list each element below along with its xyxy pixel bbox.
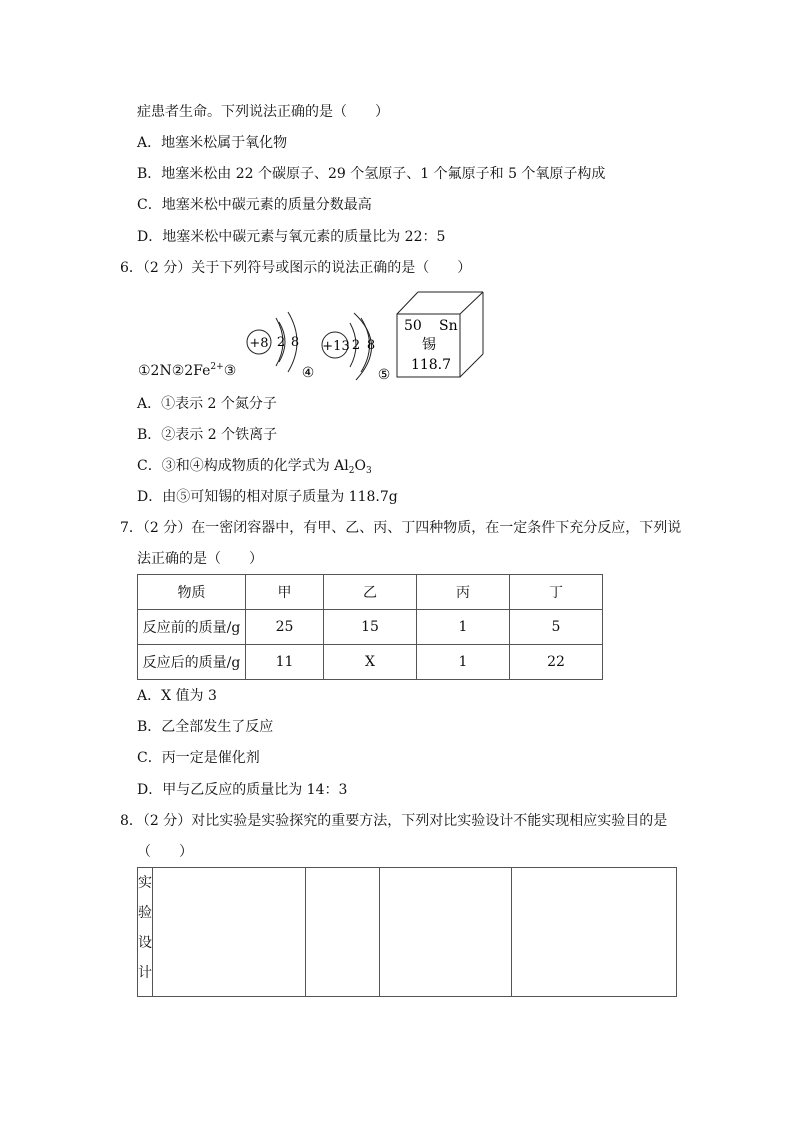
q6-option-b: B．②表示 2 个铁离子 bbox=[137, 427, 278, 443]
shell-2-electrons: 8 bbox=[290, 335, 300, 350]
q6-stem-text: （2 分）关于下列符号或图示的说法正确的是（ ） bbox=[142, 260, 472, 276]
table-cell: X bbox=[324, 645, 417, 680]
q7-option-c: C．丙一定是催化剂 bbox=[137, 750, 260, 766]
table-cell: 5 bbox=[510, 610, 603, 645]
header-char: 设 bbox=[138, 935, 152, 951]
table-header-row bbox=[138, 575, 603, 610]
figure-label-5: ⑤ bbox=[377, 367, 391, 383]
table-cell: 25 bbox=[246, 610, 324, 645]
atom-diagram-oxygen bbox=[247, 312, 314, 381]
experiment-cell-c bbox=[380, 868, 512, 997]
cube-edge bbox=[460, 292, 483, 314]
q8-stem-line2: （ ） bbox=[137, 844, 193, 860]
q8-stem-line1 bbox=[120, 811, 667, 831]
q7-option-d: D．甲与乙反应的质量比为 14：3 bbox=[137, 782, 348, 798]
table-cell: 反应后的质量/g bbox=[138, 645, 246, 680]
q5-option-a: A．地塞米松属于氧化物 bbox=[137, 135, 288, 151]
experiment-cell-d bbox=[512, 868, 677, 997]
q6-option-c bbox=[137, 456, 372, 476]
q6-option-c-o: O bbox=[354, 458, 366, 474]
shell-2-electrons: 8 bbox=[366, 338, 376, 353]
table-header-cell: 物质 bbox=[138, 575, 246, 610]
q6-option-d: D．由⑤可知锡的相对原子质量为 118.7g bbox=[137, 489, 398, 505]
q6-option-c-sub2: 3 bbox=[365, 466, 372, 476]
q6-symbol-12: ①2N②2Fe bbox=[138, 363, 211, 379]
q5-option-c: C．地塞米松中碳元素的质量分数最高 bbox=[137, 197, 372, 213]
q5-option-d: D．地塞米松中碳元素与氧元素的质量比为 22：5 bbox=[137, 229, 446, 245]
nucleus-charge: +8 bbox=[249, 336, 269, 351]
table-header-cell bbox=[138, 868, 153, 997]
q8-experiment-table bbox=[137, 867, 677, 997]
table-row bbox=[138, 645, 603, 680]
table-row bbox=[138, 610, 603, 645]
q7-option-a: A．X 值为 3 bbox=[137, 688, 217, 704]
q8-number: 8． bbox=[120, 813, 143, 829]
table-row bbox=[138, 868, 677, 997]
q5-option-b: B．地塞米松由 22 个碳原子、29 个氢原子、1 个氟原子和 5 个氧原子构成 bbox=[137, 166, 606, 182]
element-cube-tin bbox=[397, 292, 483, 377]
cube-edge bbox=[397, 292, 418, 314]
q7-number: 7． bbox=[120, 520, 143, 536]
element-name: 锡 bbox=[422, 337, 436, 353]
table-header-cell: 甲 bbox=[246, 575, 324, 610]
q7-stem-line2: 法正确的是（ ） bbox=[137, 551, 263, 567]
nucleus-charge: +13 bbox=[322, 339, 350, 354]
q6-charge: 2+ bbox=[210, 362, 224, 372]
q5-stem-end: 症患者生命。下列说法正确的是（ ） bbox=[137, 104, 389, 120]
shell-1-electrons: 2 bbox=[276, 335, 286, 350]
q8-stem-text: （2 分）对比实验是实验探究的重要方法，下列对比实验设计不能实现相应实验目的是 bbox=[142, 813, 668, 829]
table-header-cell: 丁 bbox=[510, 575, 603, 610]
experiment-cell-b bbox=[306, 868, 380, 997]
table-cell: 1 bbox=[417, 645, 510, 680]
table-cell: 22 bbox=[510, 645, 603, 680]
element-symbol: Sn bbox=[439, 318, 458, 334]
q6-symbol-3: ③ bbox=[223, 363, 237, 379]
shell-1-electrons: 2 bbox=[351, 338, 361, 353]
atomic-mass: 118.7 bbox=[410, 357, 452, 373]
table-header-cell: 乙 bbox=[324, 575, 417, 610]
q6-option-c-sub1: 2 bbox=[348, 466, 355, 476]
q7-option-b: B．乙全部发生了反应 bbox=[137, 719, 274, 735]
q7-stem-text: （2 分）在一密闭容器中，有甲、乙、丙、丁四种物质，在一定条件下充分反应，下列说 bbox=[142, 520, 682, 536]
q7-stem-line1 bbox=[120, 518, 681, 538]
header-char: 实 bbox=[138, 875, 152, 891]
table-cell: 1 bbox=[417, 610, 510, 645]
table-cell: 11 bbox=[246, 645, 324, 680]
header-char: 计 bbox=[138, 965, 152, 981]
atom-diagram-aluminium bbox=[322, 313, 390, 383]
figure-label-4: ④ bbox=[301, 365, 315, 381]
cube-edge bbox=[460, 354, 483, 377]
q6-number: 6． bbox=[120, 260, 143, 276]
q7-mass-table bbox=[137, 574, 603, 680]
table-cell: 反应前的质量/g bbox=[138, 610, 246, 645]
q6-option-a: A．①表示 2 个氮分子 bbox=[137, 396, 277, 412]
header-char: 验 bbox=[138, 905, 152, 921]
table-cell: 15 bbox=[324, 610, 417, 645]
table-header-cell: 丙 bbox=[417, 575, 510, 610]
atomic-number: 50 bbox=[404, 318, 422, 334]
experiment-cell-a bbox=[153, 868, 306, 997]
q6-option-c-text: C．③和④构成物质的化学式为 Al bbox=[137, 458, 349, 474]
